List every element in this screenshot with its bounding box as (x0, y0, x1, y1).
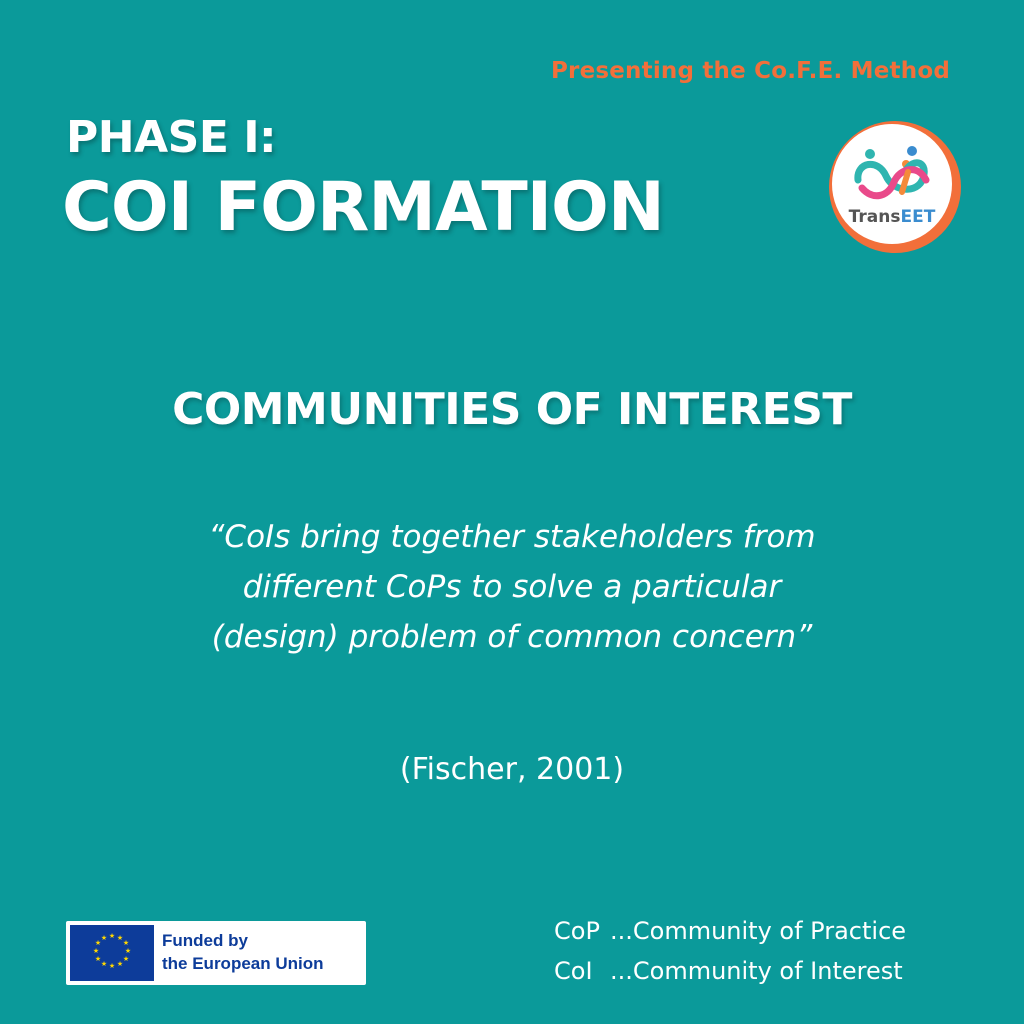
section-heading: COMMUNITIES OF INTEREST (172, 384, 852, 435)
abbreviation-item (554, 911, 906, 951)
abbreviation-value: ...Community of Interest (610, 957, 903, 985)
abbreviation-key: CoI (554, 957, 593, 985)
svg-text:★: ★ (108, 932, 116, 940)
abbreviation-item (554, 951, 906, 991)
svg-text:★: ★ (92, 947, 100, 955)
abbreviation-key: CoP (554, 917, 600, 945)
svg-text:★: ★ (94, 955, 102, 963)
transeet-logo (826, 118, 964, 256)
eu-funding-badge (66, 921, 366, 985)
svg-text:★: ★ (94, 939, 102, 947)
eu-flag-icon (70, 925, 154, 981)
logo-text: TransEET (848, 207, 936, 227)
svg-text:★: ★ (100, 960, 108, 968)
svg-text:★: ★ (100, 934, 108, 942)
svg-text:★: ★ (122, 955, 130, 963)
quote-line: “CoIs bring together stakeholders from (208, 519, 816, 555)
page-title: COI FORMATION (62, 168, 664, 247)
svg-text:★: ★ (116, 934, 124, 942)
abbreviation-value: ...Community of Practice (610, 917, 907, 945)
eu-funding-text (162, 929, 324, 975)
eu-line-1: Funded by (162, 931, 248, 950)
presenting-subtitle: Presenting the Co.F.E. Method (550, 58, 950, 84)
transeet-logo-icon (826, 118, 964, 256)
quote-line: different CoPs to solve a particular (242, 569, 782, 605)
quote-line: (design) problem of common concern” (211, 619, 813, 655)
svg-text:★: ★ (116, 960, 124, 968)
abbreviation-list (554, 911, 906, 991)
svg-text:★: ★ (122, 939, 130, 947)
phase-label: PHASE I: (66, 112, 277, 163)
citation: (Fischer, 2001) (399, 752, 625, 787)
svg-text:★: ★ (108, 962, 116, 970)
eu-line-2: the European Union (162, 954, 324, 973)
definition-quote (112, 512, 912, 662)
svg-text:★: ★ (124, 947, 132, 955)
